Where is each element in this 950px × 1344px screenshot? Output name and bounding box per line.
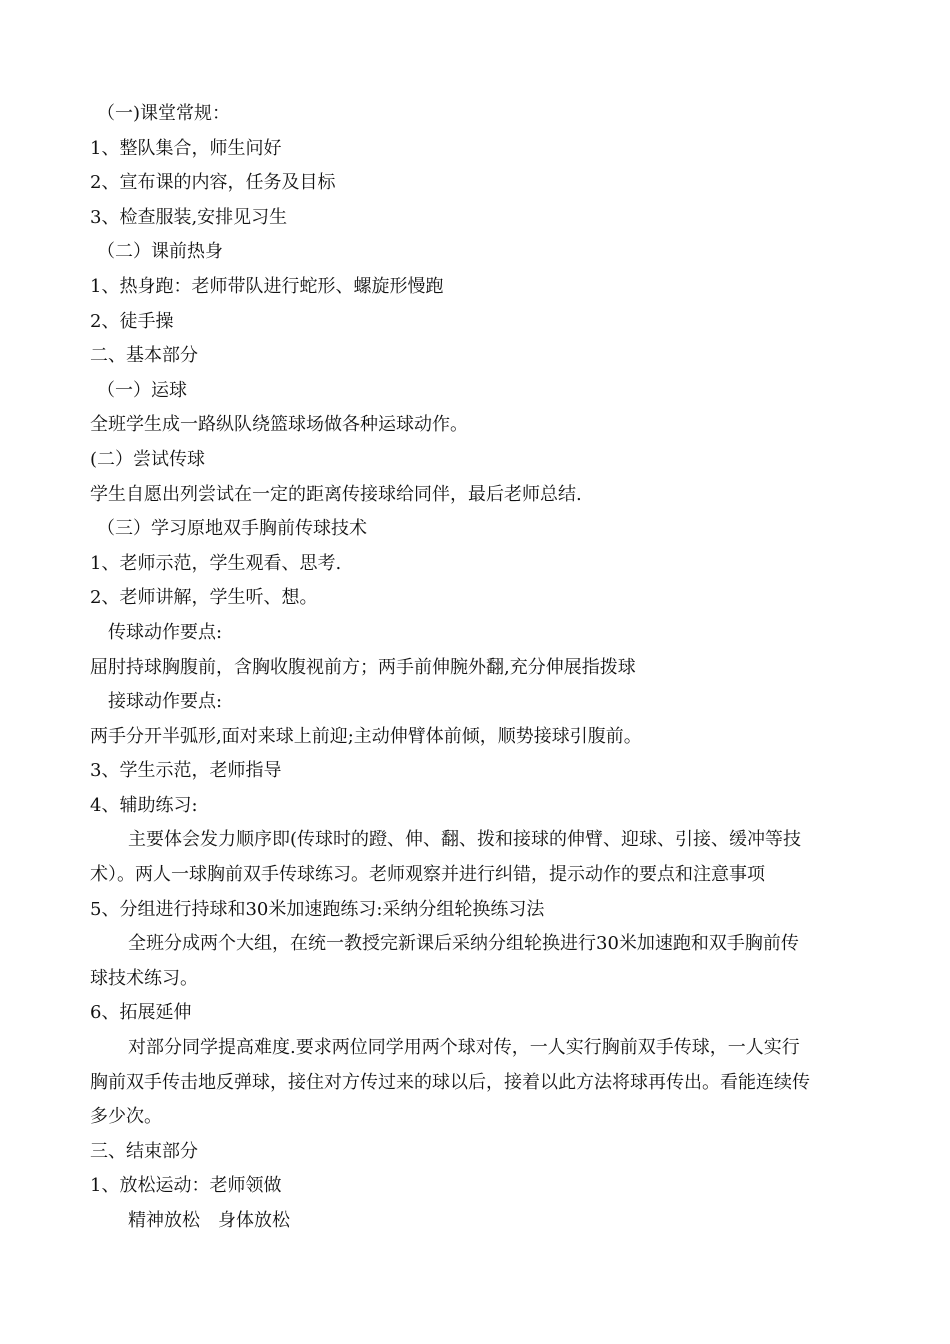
- text-line: 1、放松运动：老师领做: [90, 1175, 282, 1197]
- paragraph-line: 术）。两人一球胸前双手传球练习。老师观察并进行纠错，提示动作的要点和注意事项: [90, 864, 765, 886]
- text-line: 4、辅助练习:: [90, 794, 198, 816]
- section-heading-basic-part: 二、基本部分: [90, 345, 198, 367]
- text-line: 6、拓展延伸: [90, 1002, 192, 1024]
- text-line: 1、老师示范，学生观看、思考.: [90, 552, 342, 574]
- section-heading-classroom-routine: （一)课堂常规：: [97, 103, 231, 124]
- text-line: 两手分开半弧形,面对来球上前迎;主动伸臂体前倾，顺势接球引腹前。: [90, 725, 642, 747]
- section-heading-warmup: （二）课前热身: [97, 241, 223, 263]
- text-line: 1、热身跑：老师带队进行蛇形、螺旋形慢跑: [90, 275, 444, 297]
- paragraph-line: 球技术练习。: [90, 967, 198, 989]
- paragraph-line: 全班分成两个大组，在统一教授完新课后采纳分组轮换进行30米加速跑和双手胸前传: [128, 933, 799, 955]
- subheading-passing-key-points: 传球动作要点:: [108, 621, 223, 643]
- text-line: 2、老师讲解，学生听、想。: [90, 587, 318, 609]
- section-heading-chest-pass: （三）学习原地双手胸前传球技术: [97, 518, 367, 540]
- paragraph-line: 主要体会发力顺序即(传球时的蹬、伸、翻、拨和接球的伸臂、迎球、引接、缓冲等技: [128, 829, 802, 851]
- text-line: 全班学生成一路纵队绕篮球场做各种运球动作。: [90, 414, 468, 436]
- paragraph-line: 对部分同学提高难度.要求两位同学用两个球对传，一人实行胸前双手传球，一人实行: [128, 1037, 800, 1059]
- text-line: 屈肘持球胸腹前，含胸收腹视前方；两手前伸腕外翻,充分伸展指拨球: [90, 656, 636, 678]
- text-line: 2、宣布课的内容，任务及目标: [90, 172, 336, 194]
- text-line: 5、分组进行持球和30米加速跑练习:采纳分组轮换练习法: [90, 898, 545, 920]
- section-heading-ending-part: 三、结束部分: [90, 1140, 198, 1162]
- text-line: 3、学生示范，老师指导: [90, 760, 282, 782]
- text-line: 学生自愿出列尝试在一定的距离传接球给同伴，最后老师总结.: [90, 483, 582, 505]
- text-line: 3、检查服装,安排见习生: [90, 206, 288, 228]
- document-body: [90, 97, 860, 1239]
- subheading-catching-key-points: 接球动作要点:: [108, 691, 223, 713]
- paragraph-line: 胸前双手传击地反弹球，接住对方传过来的球以后，接着以此方法将球再传出。看能连续传: [90, 1071, 810, 1093]
- paragraph-line: 多少次。: [90, 1106, 162, 1128]
- text-line: 精神放松 身体放松: [128, 1210, 290, 1231]
- section-heading-try-passing: (二）尝试传球: [90, 448, 206, 470]
- section-heading-dribbling: （一）运球: [97, 379, 187, 401]
- text-line: 2、徒手操: [90, 310, 174, 332]
- text-line: 1、整队集合，师生问好: [90, 137, 282, 159]
